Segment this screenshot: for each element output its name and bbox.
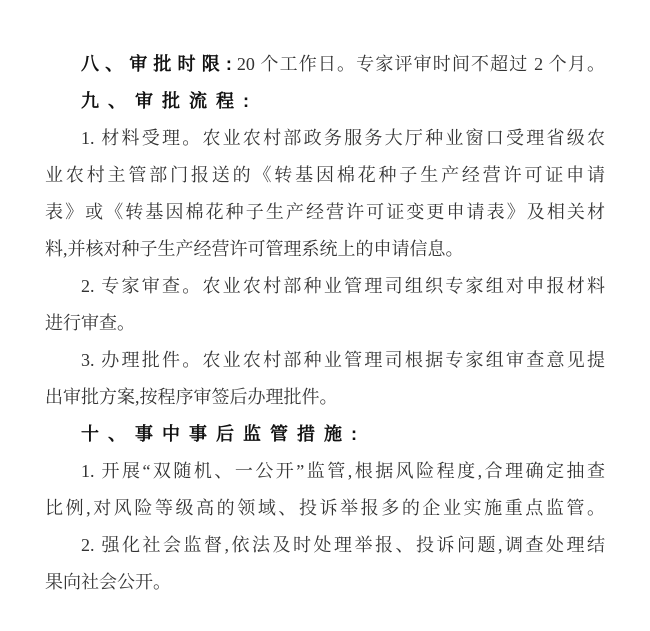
line-step2-expert-review-1: 2. 专家审查。农业农村部种业管理司组织专家组对申报材料 (81, 276, 605, 296)
line-step3-approval-document-2: 出审批方案,按程序审签后办理批件。 (45, 387, 338, 407)
line-step1-material-acceptance-1: 1. 材料受理。农业农村部政务服务大厅种业窗口受理省级农 (81, 128, 605, 148)
text-sec8-approval-time-limit: 20 个工作日。专家评审时间不超过 2 个月。 (236, 54, 606, 74)
line-step1-material-acceptance-2: 业农村主管部门报送的《转基因棉花种子生产经营许可证申请 (45, 165, 605, 185)
heading-sec10-supervision-measures: 十、事中事后监管措施: (81, 424, 366, 444)
line-measure1-double-random-1: 1. 开展“双随机、一公开”监管,根据风险程度,合理确定抽查 (81, 461, 605, 481)
line-step1-material-acceptance-4: 料,并核对种子生产经营许可管理系统上的申请信息。 (45, 239, 464, 259)
line-step2-expert-review-2: 进行审查。 (45, 313, 135, 333)
line-step1-material-acceptance-3: 表》或《转基因棉花种子生产经营许可证变更申请表》及相关材 (45, 202, 605, 222)
line-measure2-social-supervision-1: 2. 强化社会监督,依法及时处理举报、投诉问题,调查处理结 (81, 535, 605, 555)
heading-sec9-approval-process: 九、审批流程: (81, 91, 258, 111)
heading-sec8-approval-time-limit: 八、审批时限: (81, 54, 237, 74)
document-content (45, 46, 605, 601)
line-measure2-social-supervision-2: 果向社会公开。 (45, 572, 171, 592)
line-step3-approval-document-1: 3. 办理批件。农业农村部种业管理司根据专家组审查意见提 (81, 350, 605, 370)
line-measure1-double-random-2: 比例,对风险等级高的领域、投诉举报多的企业实施重点监管。 (45, 498, 605, 518)
line-sec8-approval-time-limit (45, 46, 605, 83)
